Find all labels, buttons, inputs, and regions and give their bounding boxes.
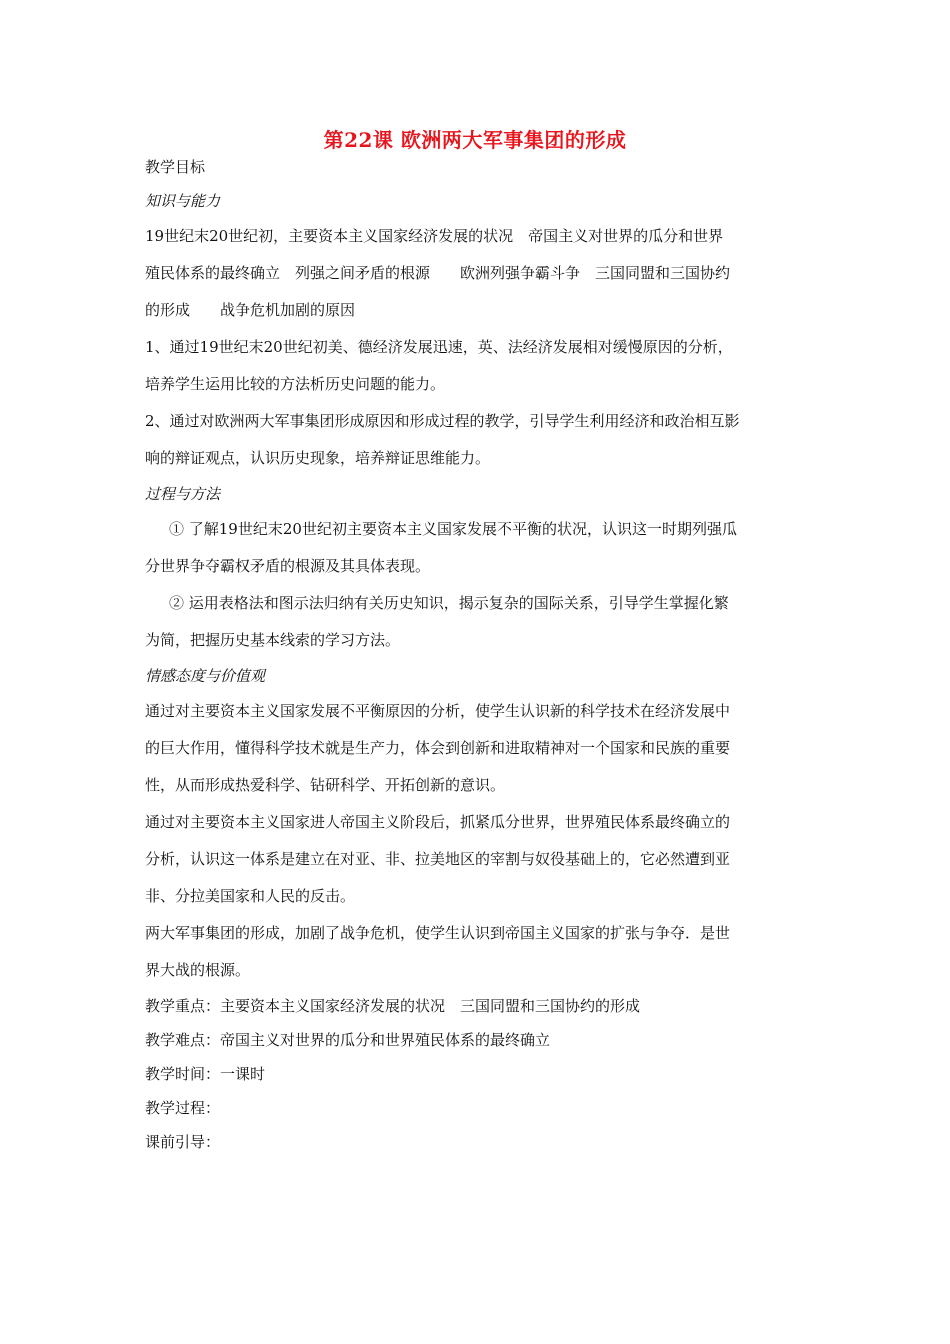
text-line: 响的辩证观点，认识历史现象，培养辩证思维能力。 [145,449,491,467]
text-line: 界大战的根源。 [145,961,251,979]
paragraph-point-2 [145,403,807,477]
document-body [145,150,807,1159]
teaching-time: 教学时间：一课时 [145,1065,266,1083]
text-line: 分世界争夺霸权矛盾的根源及其具体表现。 [145,557,431,575]
difficulties: 教学难点：帝国主义对世界的瓜分和世界殖民体系的最终确立 [145,1031,551,1049]
paragraph-process-1 [145,511,807,585]
section-heading-objectives: 教学目标 [145,158,206,176]
paragraph-process-2 [145,585,807,659]
pre-class-intro: 课前引导： [145,1133,221,1151]
paragraph-emotion-3 [145,915,807,989]
teaching-process: 教学过程： [145,1099,221,1117]
paragraph-emotion-2 [145,804,807,915]
text-line: 两大军事集团的形成，加剧了战争危机，使学生认识到帝国主义国家的扩张与争夺．是世 [145,924,731,942]
subheading-process: 过程与方法 [145,485,221,503]
text-line: 性，从而形成热爱科学、钻研科学、开拓创新的意识。 [145,776,506,794]
text-line: 1、通过19世纪末20世纪初美、德经济发展迅速，英、法经济发展相对缓慢原因的分析， [145,338,733,356]
text-line: 的形成 战争危机加剧的原因 [145,301,356,319]
text-line: 非、分拉美国家和人民的反击。 [145,887,356,905]
paragraph-knowledge [145,218,807,329]
text-line: 通过对主要资本主义国家发展不平衡原因的分析，使学生认识新的科学技术在经济发展中 [145,702,731,720]
text-line: 2、通过对欧洲两大军事集团形成原因和形成过程的教学，引导学生利用经济和政治相互影 [145,412,740,430]
text-line: 19世纪末20世纪初，主要资本主义国家经济发展的状况 帝国主义对世界的瓜分和世界 [145,227,724,245]
text-line: ① 了解19世纪末20世纪初主要资本主义国家发展不平衡的状况，认识这一时期列强瓜 [169,520,737,538]
text-line: 为简，把握历史基本线索的学习方法。 [145,631,401,649]
paragraph-emotion-1 [145,693,807,804]
text-line: 分析，认识这一体系是建立在对亚、非、拉美地区的宰割与奴役基础上的，它必然遭到亚 [145,850,731,868]
subheading-knowledge: 知识与能力 [145,192,221,210]
text-line: 通过对主要资本主义国家进人帝国主义阶段后，抓紧瓜分世界，世界殖民体系最终确立的 [145,813,731,831]
lesson-title: 第22课 欧洲两大军事集团的形成 [323,128,627,152]
text-line: 的巨大作用，懂得科学技术就是生产力，体会到创新和进取精神对一个国家和民族的重要 [145,739,731,757]
paragraph-point-1 [145,329,807,403]
subheading-emotion: 情感态度与价值观 [145,667,266,685]
text-line: 殖民体系的最终确立 列强之间矛盾的根源 欧洲列强争霸斗争 三国同盟和三国协约 [145,264,731,282]
text-line: 培养学生运用比较的方法析历史问题的能力。 [145,375,446,393]
text-line: ② 运用表格法和图示法归纳有关历史知识，揭示复杂的国际关系，引导学生掌握化繁 [169,594,729,612]
key-points: 教学重点：主要资本主义国家经济发展的状况 三国同盟和三国协约的形成 [145,997,641,1015]
